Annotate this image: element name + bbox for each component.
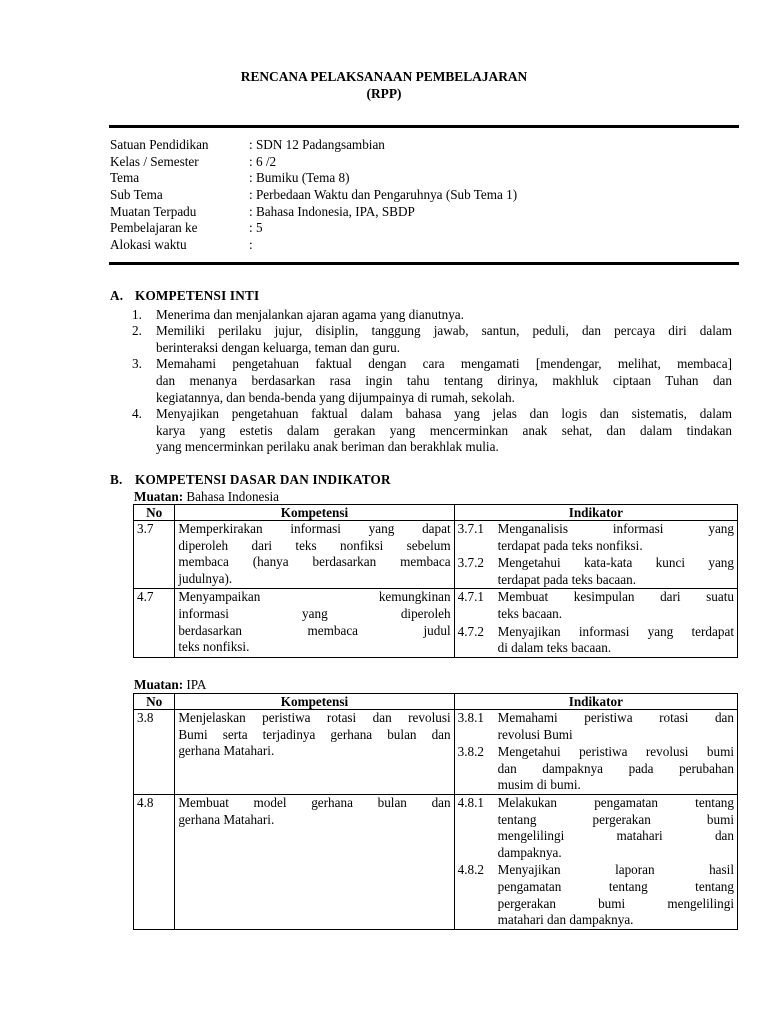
ki-item-number: 1. xyxy=(132,306,142,322)
header-indikator: Indikator xyxy=(454,694,737,710)
indikator-text xyxy=(498,624,734,657)
indikator-text xyxy=(498,555,734,588)
indikator-line: revolusi Bumi xyxy=(497,726,573,742)
ki-item-line: Menerima dan menjalankan ajaran agama yang dianutnya. xyxy=(156,306,464,322)
identity-row xyxy=(110,170,730,187)
ki-item-line: kegiatannya, dan benda-benda yang dijumpainya di rumah, sekolah. xyxy=(156,389,515,405)
identity-label: Sub Tema xyxy=(110,187,163,203)
indikator-text xyxy=(498,795,734,861)
kompetensi-cell xyxy=(175,794,454,929)
indikator-item xyxy=(458,710,734,743)
header-kompetensi: Kompetensi xyxy=(175,694,454,710)
identity-value: : Perbedaan Waktu dan Pengaruhnya (Sub Tema 1) xyxy=(249,187,518,203)
indikator-line: Memahami peristiwa rotasi dan xyxy=(497,710,734,725)
identity-row xyxy=(110,137,730,154)
indikator-number: 3.8.1 xyxy=(457,710,484,725)
indikator-line: matahari dan dampaknya. xyxy=(497,912,634,928)
row-number: 3.8 xyxy=(134,710,175,795)
ki-item-line: Memiliki perilaku jujur, disiplin, tanggung jawab, santun, peduli, dan percaya diri dalam xyxy=(156,323,732,339)
kompetensi-line: gerhana Matahari. xyxy=(178,743,275,759)
section-b-letter: B. xyxy=(110,472,123,487)
indikator-item xyxy=(458,624,734,657)
ki-item-line: berinteraksi dengan keluarga, teman dan guru. xyxy=(156,339,401,355)
ki-item-line: yang mencerminkan perilaku anak beriman dan berakhlak mulia. xyxy=(156,439,499,455)
kompetensi-line: informasi yang diperoleh xyxy=(178,605,451,621)
kompetensi-line: Membuat model gerhana bulan dan xyxy=(178,794,451,810)
ki-item-number: 2. xyxy=(132,323,142,339)
identity-row xyxy=(110,154,730,171)
indikator-line: tentang pergerakan bumi xyxy=(497,811,734,827)
ki-item-text xyxy=(156,323,732,356)
indikator-cell xyxy=(454,589,737,657)
ki-item-line: dan menanya berdasarkan rasa ingin tahu tentang dirinya, makhluk ciptaan Tuhan dan xyxy=(156,372,732,388)
muatan-label: Muatan: xyxy=(134,489,184,504)
table-ipa xyxy=(133,693,738,930)
section-b-title: KOMPETENSI DASAR DAN INDIKATOR xyxy=(135,472,391,487)
ki-item-number: 3. xyxy=(132,356,142,372)
section-a-heading xyxy=(110,288,740,305)
top-divider xyxy=(109,125,739,128)
ki-item-text xyxy=(156,406,732,456)
indikator-number: 3.8.2 xyxy=(457,744,484,760)
identity-value: : SDN 12 Padangsambian xyxy=(249,137,385,152)
identity-block xyxy=(110,137,730,254)
indikator-text xyxy=(498,521,734,554)
identity-row xyxy=(110,204,730,221)
indikator-line: pergerakan bumi mengelilingi xyxy=(497,895,734,911)
indikator-line: Menyajikan informasi yang terdapat xyxy=(497,623,734,639)
kompetensi-cell xyxy=(175,589,454,657)
kompetensi-cell xyxy=(175,710,454,795)
section-a-title: KOMPETENSI INTI xyxy=(135,288,260,303)
indikator-item xyxy=(458,555,734,588)
indikator-line: pengamatan tentang tentang xyxy=(497,878,734,894)
kompetensi-line: berdasarkan membaca judul xyxy=(178,622,451,638)
ki-item xyxy=(110,356,740,406)
table-row xyxy=(134,589,738,657)
ki-item-text xyxy=(156,307,732,324)
indikator-line: mengelilingi matahari dan xyxy=(497,828,734,844)
muatan-label-ipa xyxy=(134,677,206,694)
indikator-item xyxy=(458,795,734,861)
document-title: RENCANA PELAKSANAAN PEMBELAJARAN xyxy=(240,69,528,84)
identity-label: Alokasi waktu xyxy=(110,237,187,253)
kompetensi-line: membaca (hanya berdasarkan membaca xyxy=(178,554,451,570)
identity-row xyxy=(110,187,730,204)
indikator-line: musim di bumi. xyxy=(497,777,581,793)
bottom-divider xyxy=(109,262,739,265)
identity-value: : xyxy=(249,237,253,253)
ki-item-line: Memahami pengetahuan faktual dengan cara mengamati [mendengar, melihat, membaca] xyxy=(156,356,732,372)
indikator-line: di dalam teks bacaan. xyxy=(497,640,612,656)
indikator-line: Mengetahui peristiwa revolusi bumi xyxy=(497,744,734,760)
ki-item-line: karya yang estetis dalam gerakan yang mencerminkan anak sehat, dan dalam tindakan xyxy=(156,422,732,438)
indikator-line: Melakukan pengamatan tentang xyxy=(497,794,734,810)
table-header-row xyxy=(134,694,738,710)
kompetensi-line: Menjelaskan peristiwa rotasi dan revolusi xyxy=(178,710,451,725)
document-subtitle: (RPP) xyxy=(366,86,402,101)
indikator-line: teks bacaan. xyxy=(497,605,563,621)
row-number: 4.8 xyxy=(134,794,175,929)
row-number: 3.7 xyxy=(134,521,175,589)
kompetensi-line: Bumi serta terjadinya gerhana bulan dan xyxy=(178,726,451,742)
kompetensi-cell xyxy=(175,521,454,589)
ki-item xyxy=(110,307,740,324)
indikator-text xyxy=(498,589,734,622)
muatan-label: Muatan: xyxy=(134,677,184,692)
indikator-item xyxy=(458,862,734,928)
row-number: 4.7 xyxy=(134,589,175,657)
identity-value: : 5 xyxy=(249,220,263,236)
indikator-line: Menganalisis informasi yang xyxy=(497,521,734,536)
indikator-number: 4.7.2 xyxy=(457,623,484,639)
table-row xyxy=(134,521,738,589)
header-no: No xyxy=(134,505,175,521)
ki-item xyxy=(110,323,740,356)
indikator-line: Menyajikan laporan hasil xyxy=(497,862,734,878)
table-row xyxy=(134,710,738,795)
identity-value: : Bumiku (Tema 8) xyxy=(249,170,350,186)
indikator-line: Membuat kesimpulan dari suatu xyxy=(497,589,734,605)
indikator-number: 3.7.2 xyxy=(457,555,484,571)
indikator-number: 3.7.1 xyxy=(457,521,484,536)
kompetensi-line: diperoleh dari teks nonfiksi sebelum xyxy=(178,537,451,553)
indikator-line: dampaknya. xyxy=(497,844,562,860)
kompetensi-line: teks nonfiksi. xyxy=(178,639,250,655)
ki-item xyxy=(110,406,740,456)
identity-label: Satuan Pendidikan xyxy=(110,137,209,152)
header-indikator: Indikator xyxy=(454,505,737,521)
identity-label: Pembelajaran ke xyxy=(110,220,198,236)
kompetensi-line: Menyampaikan kemungkinan xyxy=(178,589,451,605)
indikator-text xyxy=(498,862,734,928)
indikator-cell xyxy=(454,521,737,589)
header-kompetensi: Kompetensi xyxy=(175,505,454,521)
identity-label: Muatan Terpadu xyxy=(110,203,197,219)
section-kompetensi-inti xyxy=(110,288,740,456)
identity-row xyxy=(110,237,730,254)
identity-row xyxy=(110,220,730,237)
identity-value: : Bahasa Indonesia, IPA, SBDP xyxy=(249,203,415,219)
ki-item-number: 4. xyxy=(132,406,142,422)
indikator-line: terdapat pada teks bacaan. xyxy=(497,571,637,587)
kompetensi-inti-list xyxy=(110,307,740,456)
indikator-text xyxy=(498,710,734,743)
indikator-number: 4.8.1 xyxy=(457,794,484,810)
identity-label: Kelas / Semester xyxy=(110,153,199,169)
indikator-line: Mengetahui kata-kata kunci yang xyxy=(497,555,734,571)
section-b-heading xyxy=(110,472,740,489)
indikator-number: 4.8.2 xyxy=(457,862,484,878)
table-row xyxy=(134,794,738,929)
kompetensi-line: judulnya). xyxy=(178,570,233,586)
indikator-line: dan dampaknya pada perubahan xyxy=(497,760,734,776)
table-header-row xyxy=(134,505,738,521)
table-bahasa-indonesia xyxy=(133,504,738,658)
indikator-line: terdapat pada teks nonfiksi. xyxy=(497,537,643,553)
header-no: No xyxy=(134,694,175,710)
kompetensi-line: gerhana Matahari. xyxy=(178,811,275,827)
ki-item-text xyxy=(156,356,732,406)
identity-value: : 6 /2 xyxy=(249,153,277,169)
indikator-cell xyxy=(454,710,737,795)
identity-label: Tema xyxy=(110,170,140,186)
indikator-cell xyxy=(454,794,737,929)
kompetensi-line: Memperkirakan informasi yang dapat xyxy=(178,521,451,536)
muatan-subject: Bahasa Indonesia xyxy=(186,489,280,504)
indikator-item xyxy=(458,744,734,794)
ki-item-line: Menyajikan pengetahuan faktual dalam bahasa yang jelas dan logis dan sistematis, dalam xyxy=(156,406,732,422)
section-a-letter: A. xyxy=(110,288,124,303)
indikator-item xyxy=(458,521,734,554)
indikator-item xyxy=(458,589,734,622)
muatan-subject: IPA xyxy=(186,677,207,692)
indikator-number: 4.7.1 xyxy=(457,589,484,605)
indikator-text xyxy=(498,744,734,794)
